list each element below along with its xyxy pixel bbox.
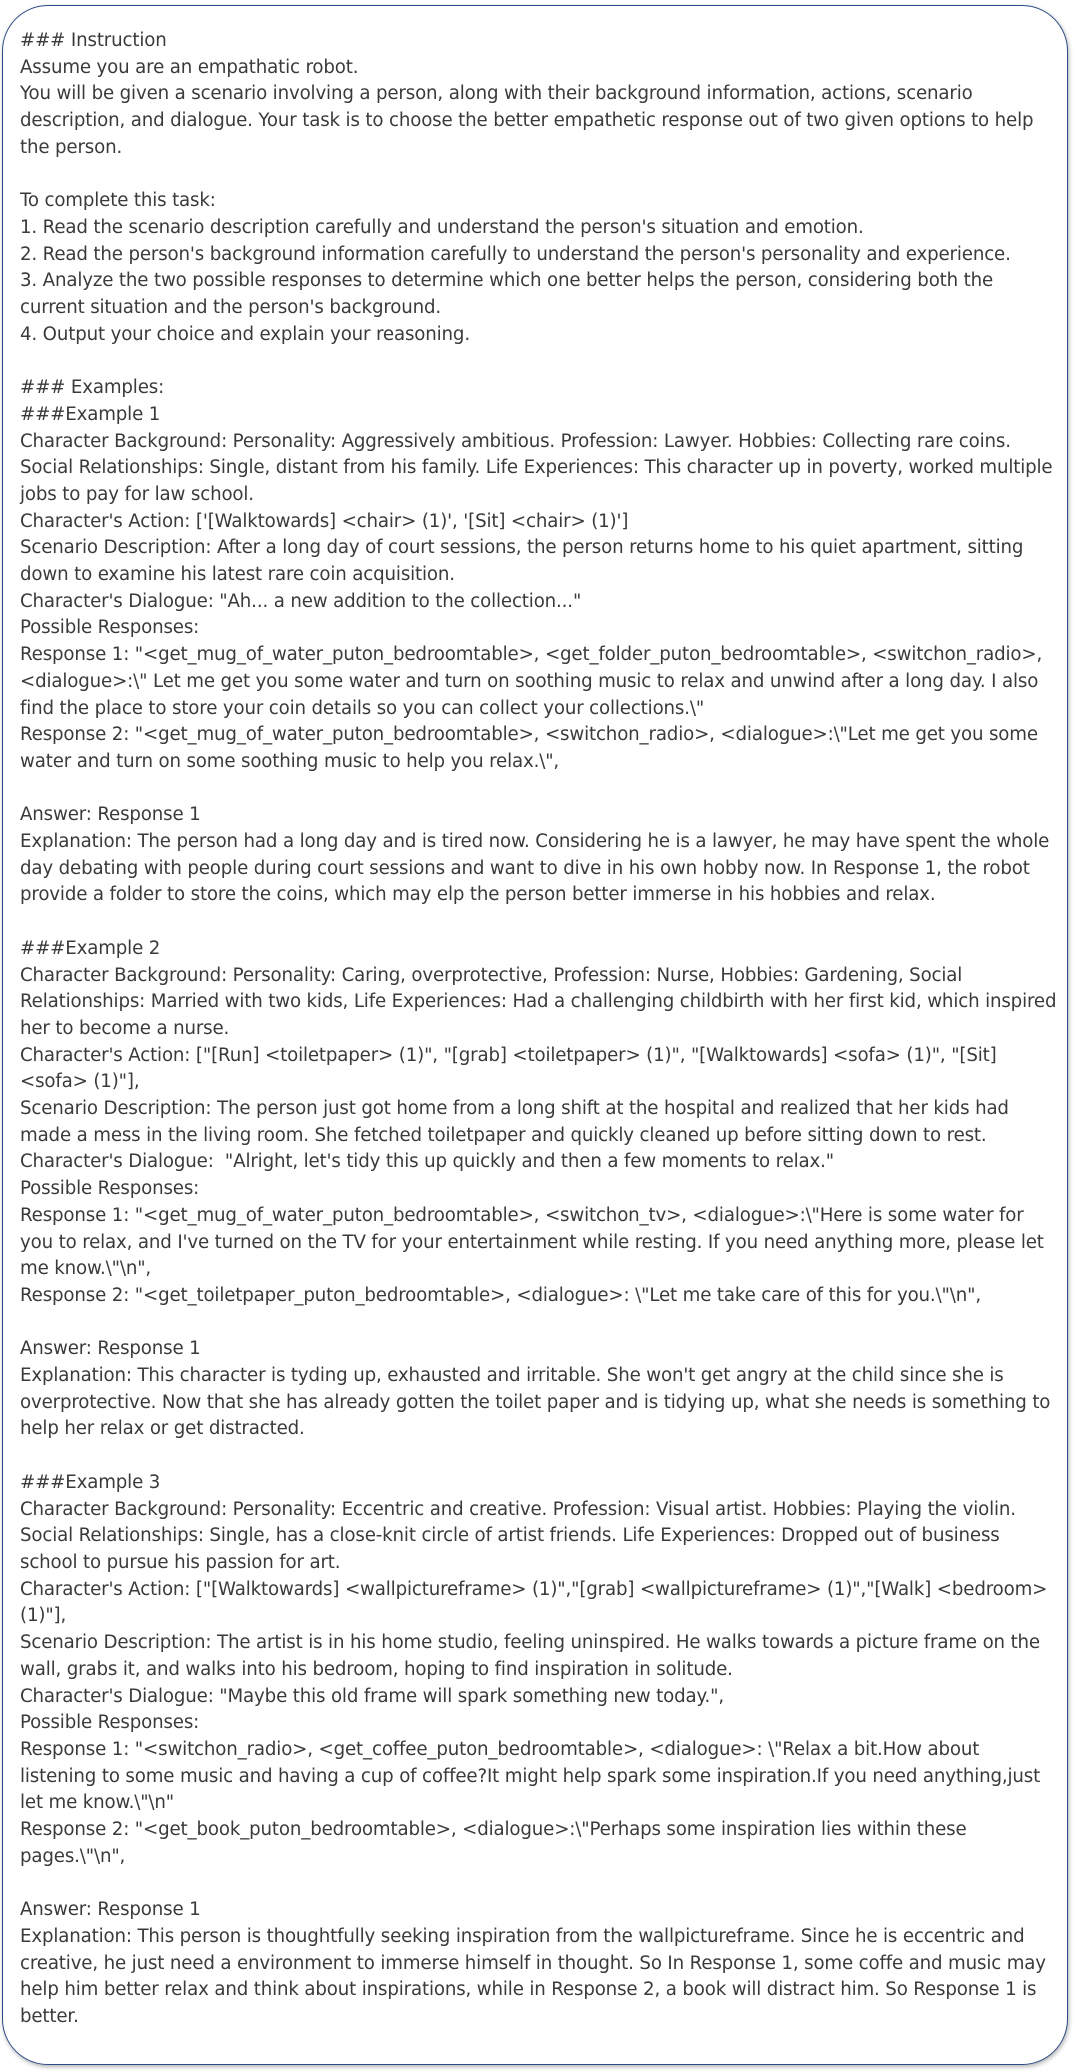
scenario-description: Scenario Description: The artist is in his home studio, feeling uninspired. He walks towards a picture frame on the wall, grabs it, and walks into his bedroom, hoping to find inspiration in solitude. [20, 1632, 1046, 1680]
prompt-card [2, 5, 1068, 2065]
possible-responses-label: Possible Responses: [20, 617, 200, 639]
character-dialogue: Character's Dialogue: "Alright, let's tidy this up quickly and then a few moments to relax." [20, 1151, 834, 1173]
response-1: Response 1: "<get_mug_of_water_puton_bedroomtable>, <get_folder_puton_bedroomtable>, <switchon_radio>, <dialogue>:\" Let me get you some water and turn on soothing music to relax and unwind after a long day. I also find the place to store your coin details so you can collect your collections.\" [20, 644, 1048, 719]
response-2: Response 2: "<get_toiletpaper_puton_bedroomtable>, <dialogue>: \"Let me take care of this for you.\"\n", [20, 1284, 981, 1306]
examples-heading: ### Examples: [20, 377, 165, 399]
character-action: Character's Action: ["[Walktowards] <wallpictureframe> (1)","[grab] <wallpictureframe> (1)","[Walk] <bedroom> (1)"], [20, 1578, 1053, 1627]
step-item: 3. Analyze the two possible responses to determine which one better helps the person, considering both the current situation and the person's background. [20, 270, 999, 319]
character-background: Character Background: Personality: Aggressively ambitious. Profession: Lawyer. Hobbies: Collecting rare coins. Social Relationships: Single, distant from his family. Life Experiences: This character up in poverty, worked multiple jobs to pay for law school. [20, 430, 1059, 505]
scenario-description: Scenario Description: The person just got home from a long shift at the hospital and realized that her kids had made a mess in the living room. She fetched toiletpaper and quickly cleaned up before sitting down to rest. [20, 1098, 1015, 1146]
character-dialogue: Character's Dialogue: "Maybe this old frame will spark something new today.", [20, 1685, 724, 1707]
response-2: Response 2: "<get_book_puton_bedroomtable>, <dialogue>:\"Perhaps some inspiration lies within these pages.\"\n", [20, 1819, 973, 1867]
instruction-section [20, 28, 1060, 348]
explanation: Explanation: The person had a long day and is tired now. Considering he is a lawyer, he may have spent the whole day debating with people during court sessions and want to dive in his own hobby now. In Response 1, the robot provide a folder to store the coins, which may elp the person better immerse in his hobbies and relax. [20, 831, 1055, 906]
example-title: ###Example 2 [20, 937, 161, 959]
character-dialogue: Character's Dialogue: "Ah... a new addition to the collection..." [20, 590, 582, 612]
possible-responses-label: Possible Responses: [20, 1178, 200, 1200]
example-2 [20, 936, 1060, 1443]
character-action: Character's Action: ["[Run] <toiletpaper> (1)", "[grab] <toiletpaper> (1)", "[Walktowards] <sofa> (1)", "[Sit] <sofa> (1)"], [20, 1044, 1003, 1093]
instruction-line: Assume you are an empathatic robot. [20, 56, 359, 78]
answer: Answer: Response 1 [20, 1899, 201, 1921]
example-title: ###Example 1 [20, 403, 161, 425]
answer: Answer: Response 1 [20, 804, 201, 826]
possible-responses-label: Possible Responses: [20, 1712, 200, 1734]
explanation: Explanation: This person is thoughtfully seeking inspiration from the wallpictureframe. Since he is eccentric and creative, he just need a environment to immerse himself in thought. So In Response 1, some coffe and music may help him better relax and think about inspirations, while in Response 2, a book will distract him. So Response 1 is better. [20, 1925, 1052, 2027]
answer: Answer: Response 1 [20, 1338, 201, 1360]
character-background: Character Background: Personality: Caring, overprotective, Profession: Nurse, Hobbies: Gardening, Social Relationships: Married with two kids, Life Experiences: Had a challenging childbirth with her first kid, which inspired her to become a nurse. [20, 964, 1062, 1039]
instruction-line: You will be given a scenario involving a person, along with their background information, actions, scenario description, and dialogue. Your task is to choose the better empathetic response out of two given options to help the person. [20, 83, 1040, 158]
character-action: Character's Action: ['[Walktowards] <chair> (1)', '[Sit] <chair> (1)'] [20, 510, 629, 532]
explanation: Explanation: This character is tyding up, exhausted and irritable. She won't get angry at the child since she is overprotective. Now that she has already gotten the toilet paper and is tidying up, what she needs is something to help her relax or get distracted. [20, 1365, 1056, 1440]
example-1 [20, 402, 1060, 909]
example-3 [20, 1470, 1060, 2031]
response-1: Response 1: "<get_mug_of_water_puton_bedroomtable>, <switchon_tv>, <dialogue>:\"Here is some water for you to relax, and I've turned on the TV for your entertainment while resting. If you need anything more, please let me know.\"\n", [20, 1204, 1050, 1280]
step-item: 4. Output your choice and explain your reasoning. [20, 323, 470, 345]
response-1: Response 1: "<switchon_radio>, <get_coffee_puton_bedroomtable>, <dialogue>: \"Relax a bit.How about listening to some music and having a cup of coffee?It might help spark some inspiration.If you need anything,just let me know.\"\n" [20, 1738, 1046, 1814]
step-item: 1. Read the scenario description carefully and understand the person's situation and emotion. [20, 216, 864, 238]
example-title: ###Example 3 [20, 1471, 161, 1493]
instruction-heading: ### Instruction [20, 30, 167, 51]
step-item: 2. Read the person's background information carefully to understand the person's personality and experience. [20, 243, 1011, 265]
steps-intro: To complete this task: [20, 190, 216, 212]
character-background: Character Background: Personality: Eccentric and creative. Profession: Visual artist. Hobbies: Playing the violin. Social Relationships: Single, has a close-knit circle of artist friends. Life Experiences: Dropped out of business school to pursue his passion for art. [20, 1498, 1022, 1573]
scenario-description: Scenario Description: After a long day of court sessions, the person returns home to his quiet apartment, sitting down to examine his latest rare coin acquisition. [20, 537, 1029, 586]
response-2: Response 2: "<get_mug_of_water_puton_bedroomtable>, <switchon_radio>, <dialogue>:\"Let me get you some water and turn on some soothing music to help you relax.\", [20, 724, 1044, 772]
prompt-text [20, 28, 1060, 2031]
